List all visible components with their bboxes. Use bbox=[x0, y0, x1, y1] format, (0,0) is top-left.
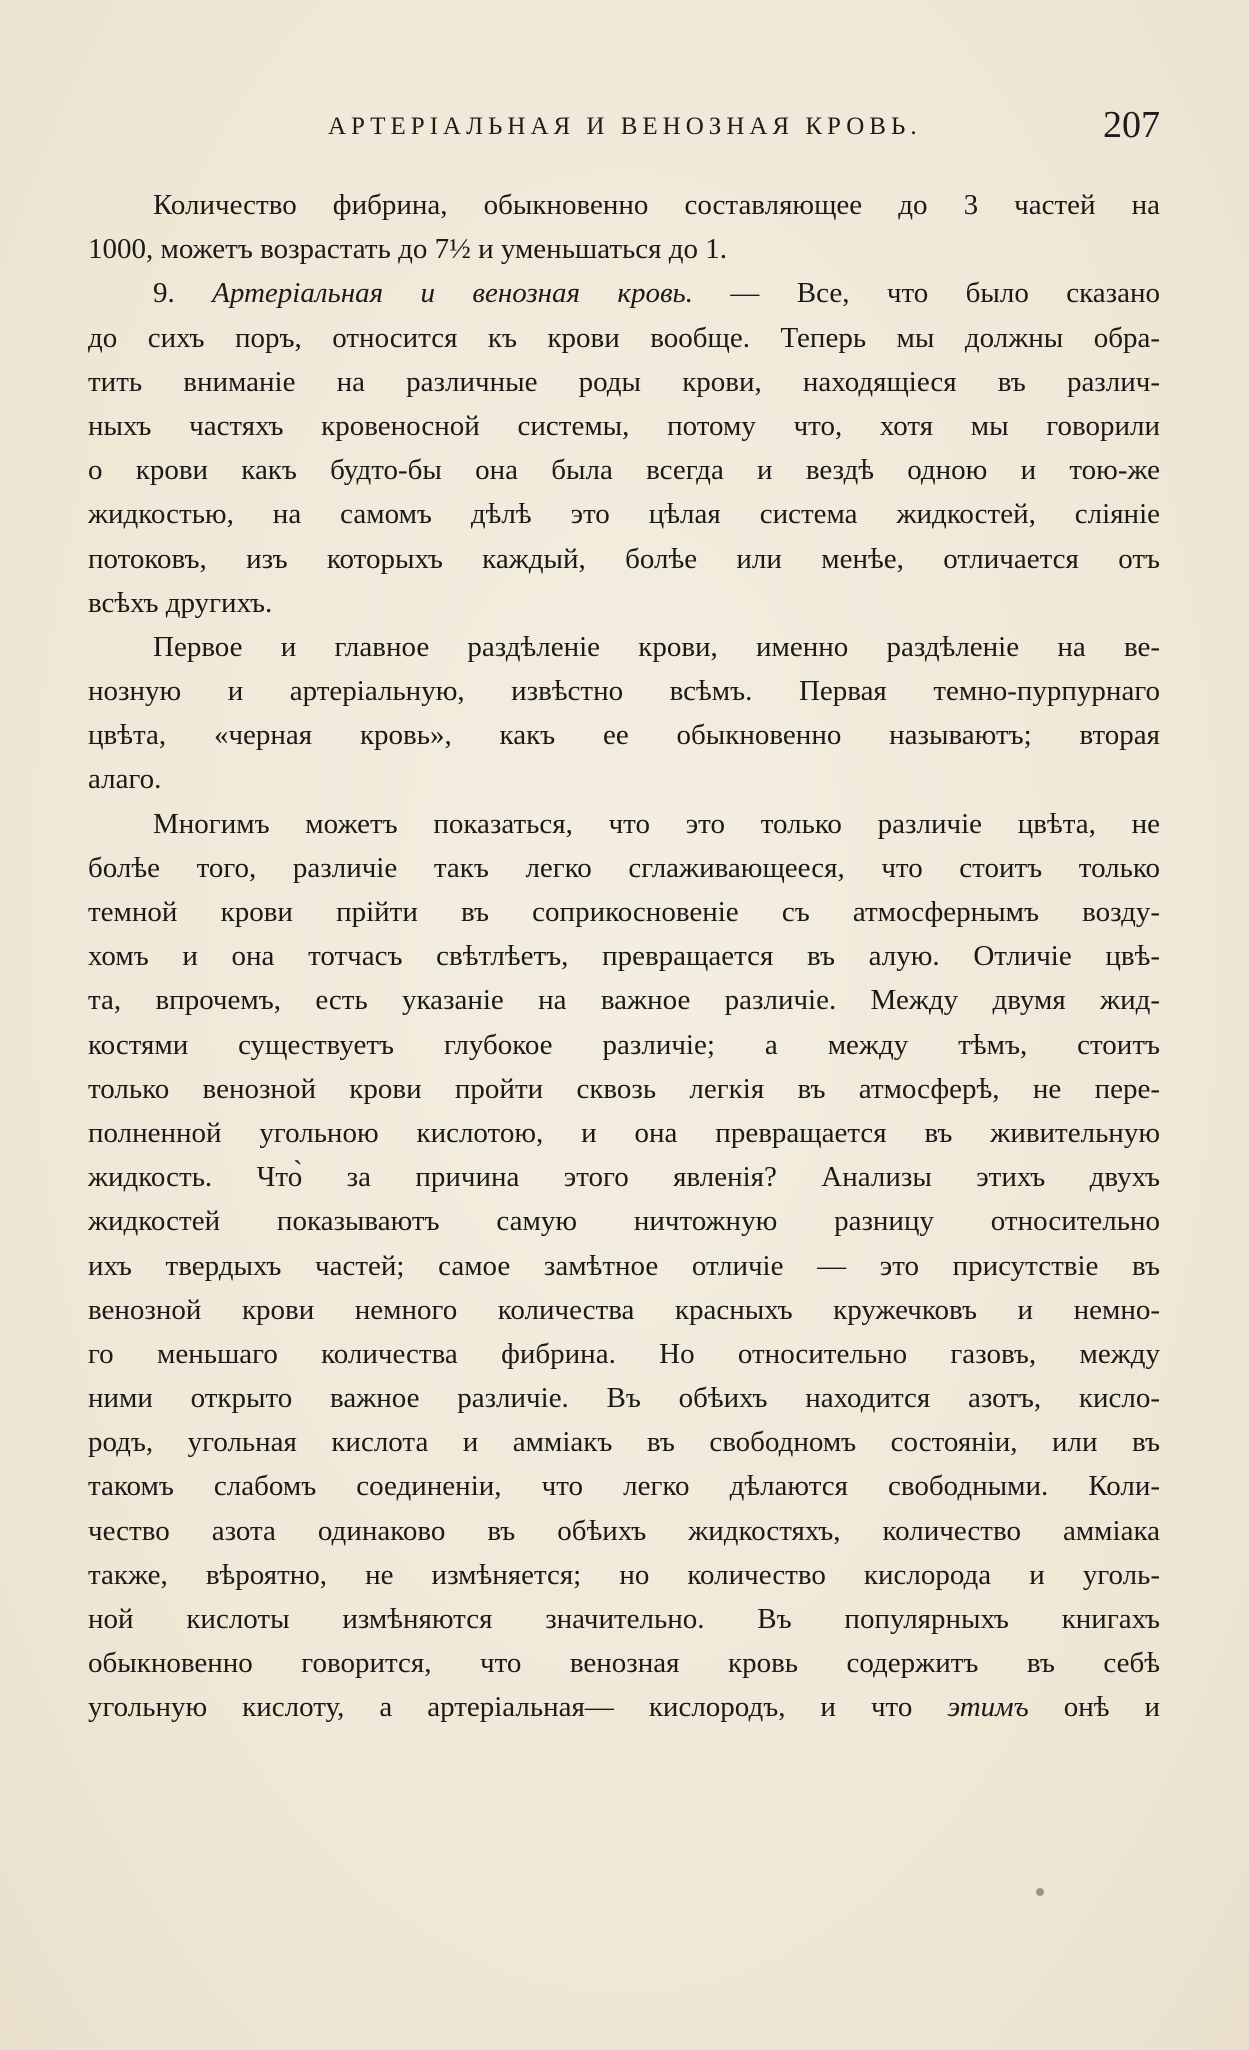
text-line: ной кислоты измѣняются значительно. Въ популярныхъ книгахъ bbox=[88, 1603, 1160, 1635]
text-line: венозной крови немного количества красныхъ кружечковъ и немно- bbox=[88, 1293, 1160, 1326]
text-line: тить вниманіе на различные роды крови, находящіеся въ различ- bbox=[88, 365, 1160, 398]
text-segment: онѣ и bbox=[1028, 1691, 1160, 1724]
text-line: обыкновенно говорится, что венозная кровь содержитъ въ себѣ bbox=[88, 1647, 1160, 1680]
text-segment: угольную кислоту, а артеріальная— кислородъ, и что bbox=[88, 1691, 948, 1724]
text-line: болѣе того, различіе такъ легко сглаживающееся, что стоитъ только bbox=[88, 851, 1160, 884]
text-line: Первое и главное раздѣленіе крови, именно раздѣленіе на ве- bbox=[153, 630, 1160, 663]
italic-segment: Артеріальная и венозная кровь. bbox=[212, 277, 693, 310]
text-line: родъ, угольная кислота и амміакъ въ свободномъ состояніи, или въ bbox=[88, 1426, 1160, 1459]
text-line: костями существуетъ глубокое различіе; а между тѣмъ, стоитъ bbox=[88, 1028, 1160, 1061]
text-line: такомъ слабомъ соединеніи, что легко дѣлаются свободными. Коли- bbox=[88, 1470, 1160, 1503]
text-line: жидкостей показываютъ самую ничтожную разницу относительно bbox=[88, 1205, 1160, 1238]
text-line: только венозной крови пройти сквозь легкія въ атмосферѣ, не пере- bbox=[88, 1072, 1160, 1105]
text-line: 1000, можетъ возрастать до 7½ и уменьшаться до 1. bbox=[88, 233, 727, 266]
text-line: также, вѣроятно, не измѣняется; но количество кислорода и уголь- bbox=[88, 1558, 1160, 1591]
text-line: жидкость. Что̀ за причина этого явленія? Анализы этихъ двухъ bbox=[88, 1161, 1160, 1194]
text-line: жидкостью, на самомъ дѣлѣ это цѣлая система жидкостей, сліяніе bbox=[88, 498, 1160, 531]
ink-mark bbox=[1036, 1888, 1044, 1896]
text-line: темной крови прійти въ соприкосновеніе съ атмосфернымъ возду- bbox=[88, 896, 1160, 928]
text-line: Количество фибрина, обыкновенно составляющее до 3 частей на bbox=[153, 189, 1160, 221]
text-line: потоковъ, изъ которыхъ каждый, болѣе или менѣе, отличается отъ bbox=[88, 542, 1160, 575]
text-segment: — Все, что было сказано bbox=[693, 277, 1160, 310]
text-line: до сихъ поръ, относится къ крови вообще. Теперь мы должны обра- bbox=[88, 321, 1160, 354]
text-line: полненной угольною кислотою, и она превращается въ живительную bbox=[88, 1116, 1160, 1149]
body-text bbox=[88, 183, 1160, 1730]
text-line: чество азота одинаково въ обѣихъ жидкостяхъ, количество амміака bbox=[88, 1514, 1160, 1547]
text-line bbox=[88, 1685, 1160, 1729]
text-line: ними открыто важное различіе. Въ обѣихъ находится азотъ, кисло- bbox=[88, 1382, 1160, 1415]
text-line bbox=[88, 271, 1160, 315]
text-line: ихъ твердыхъ частей; самое замѣтное отличіе — это присутствіе въ bbox=[88, 1249, 1160, 1282]
text-line: нозную и артеріальную, извѣстно всѣмъ. Первая темно-пурпурнаго bbox=[88, 675, 1160, 708]
running-title: АРТЕРІАЛЬНАЯ И ВЕНОЗНАЯ КРОВЬ. bbox=[328, 113, 922, 140]
text-line: ныхъ частяхъ кровеносной системы, потому что, хотя мы говорили bbox=[88, 409, 1160, 442]
text-line: хомъ и она тотчасъ свѣтлѣетъ, превращается въ алую. Отличіе цвѣ- bbox=[88, 940, 1160, 973]
text-line: го меньшаго количества фибрина. Но относительно газовъ, между bbox=[88, 1337, 1160, 1370]
text-line: алаго. bbox=[88, 763, 162, 796]
text-line: всѣхъ другихъ. bbox=[88, 586, 273, 619]
page-header bbox=[88, 103, 1160, 149]
text-line: о крови какъ будто-бы она была всегда и вездѣ одною и тою-же bbox=[88, 454, 1160, 487]
text-line: цвѣта, «черная кровь», какъ ее обыкновенно называютъ; вторая bbox=[88, 719, 1160, 752]
text-line: та, впрочемъ, есть указаніе на важное различіе. Между двумя жид- bbox=[88, 984, 1160, 1017]
page-number: 207 bbox=[1103, 104, 1160, 146]
text-line: Многимъ можетъ показаться, что это только различіе цвѣта, не bbox=[153, 807, 1160, 840]
text-segment: 9. bbox=[153, 277, 213, 310]
italic-segment: этимъ bbox=[947, 1691, 1029, 1724]
